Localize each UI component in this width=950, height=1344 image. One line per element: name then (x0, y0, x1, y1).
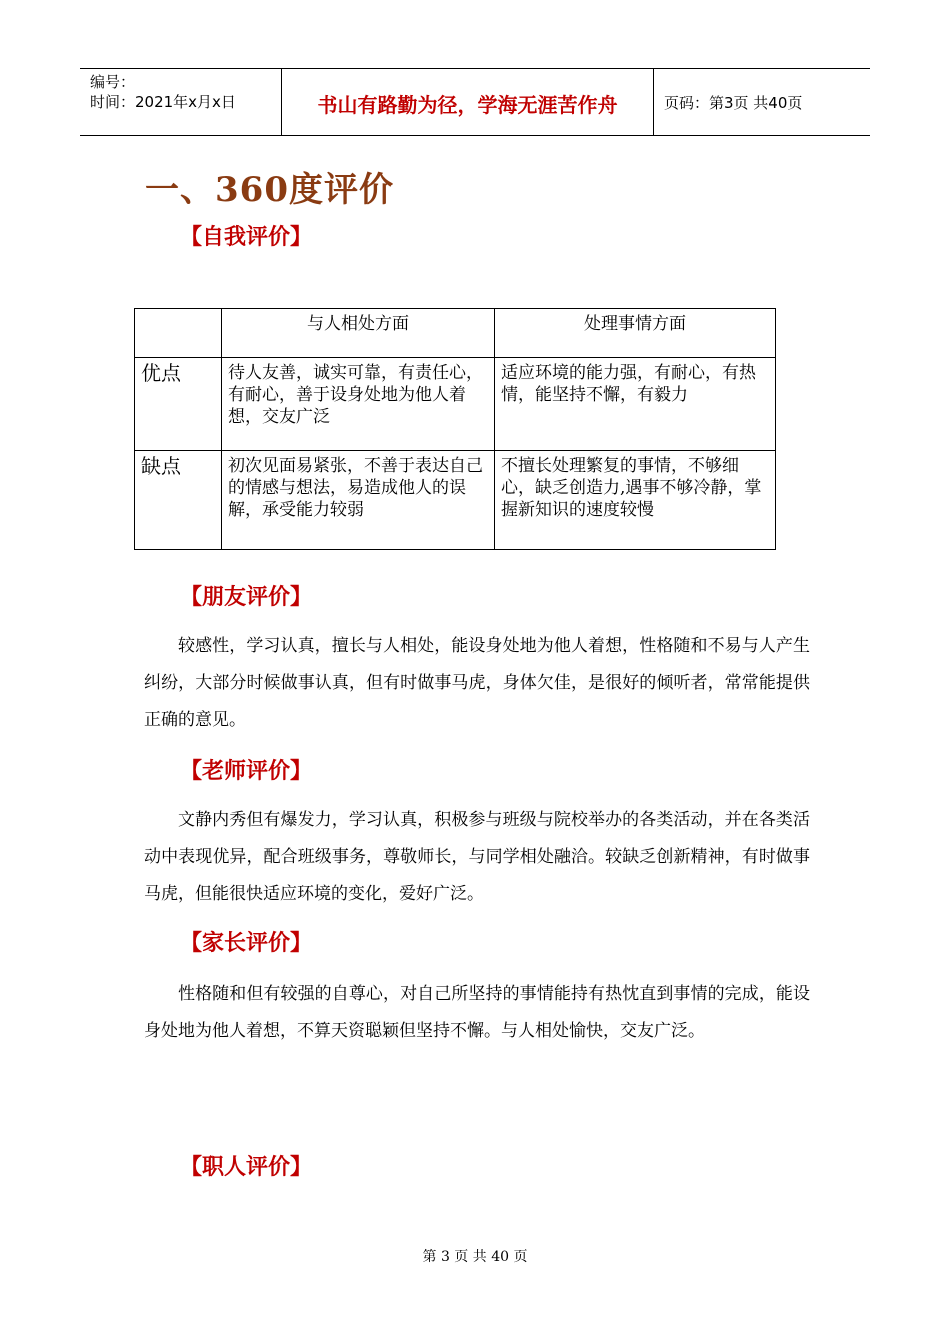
section-workplace-heading: 【职人评价】 (180, 1154, 313, 1180)
row-label: 优点 (135, 358, 222, 451)
table-header-cell: 与人相处方面 (222, 309, 495, 358)
section-friend-heading: 【朋友评价】 (180, 584, 313, 610)
parent-paragraph: 性格随和但有较强的自尊心，对自己所坚持的事情能持有热忱直到事情的完成，能设身处地为他人着想，不算天资聪颖但坚持不懈。与人相处愉快，交友广泛。 (144, 984, 810, 1041)
section-teacher-heading: 【老师评价】 (180, 758, 313, 784)
table-cell: 适应环境的能力强，有耐心，有热情，能坚持不懈，有毅力 (495, 358, 776, 451)
page-header (80, 68, 870, 136)
self-evaluation-table (134, 308, 776, 550)
number-label: 编号： (90, 73, 136, 91)
header-motto: 书山有路勤为径，学海无涯苦作舟 (282, 69, 654, 135)
page-title: 一、360度评价 (145, 170, 394, 210)
table-header-cell: 处理事情方面 (495, 309, 776, 358)
table-header-cell (135, 309, 222, 358)
row-label: 缺点 (135, 451, 222, 550)
header-page-info: 页码：第3页 共40页 (664, 93, 803, 112)
teacher-paragraph: 文静内秀但有爆发力，学习认真，积极参与班级与院校举办的各类活动，并在各类活动中表现优异，配合班级事务，尊敬师长，与同学相处融洽。较缺乏创新精神，有时做事马虎，但能很快适应环境的变化，爱好广泛。 (144, 810, 810, 904)
section-parent-heading: 【家长评价】 (180, 930, 313, 956)
table-cell: 初次见面易紧张，不善于表达自己的情感与想法，易造成他人的误解，承受能力较弱 (222, 451, 495, 550)
table-cell: 待人友善，诚实可靠，有责任心，有耐心，善于设身处地为他人着想，交友广泛 (222, 358, 495, 451)
table-row (135, 451, 776, 550)
page-footer: 第 3 页 共 40 页 (422, 1249, 528, 1265)
table-header-row (135, 309, 776, 358)
friend-paragraph: 较感性，学习认真，擅长与人相处，能设身处地为他人着想，性格随和不易与人产生纠纷，大部分时候做事认真，但有时做事马虎，身体欠佳，是很好的倾听者，常常能提供正确的意见。 (144, 636, 810, 730)
header-meta (80, 69, 282, 135)
time-label: 时间：2021年x月x日 (90, 93, 236, 111)
section-self-heading: 【自我评价】 (180, 224, 313, 250)
table-cell: 不擅长处理繁复的事情，不够细心，缺乏创造力,遇事不够冷静，掌握新知识的速度较慢 (495, 451, 776, 550)
table-row (135, 358, 776, 451)
